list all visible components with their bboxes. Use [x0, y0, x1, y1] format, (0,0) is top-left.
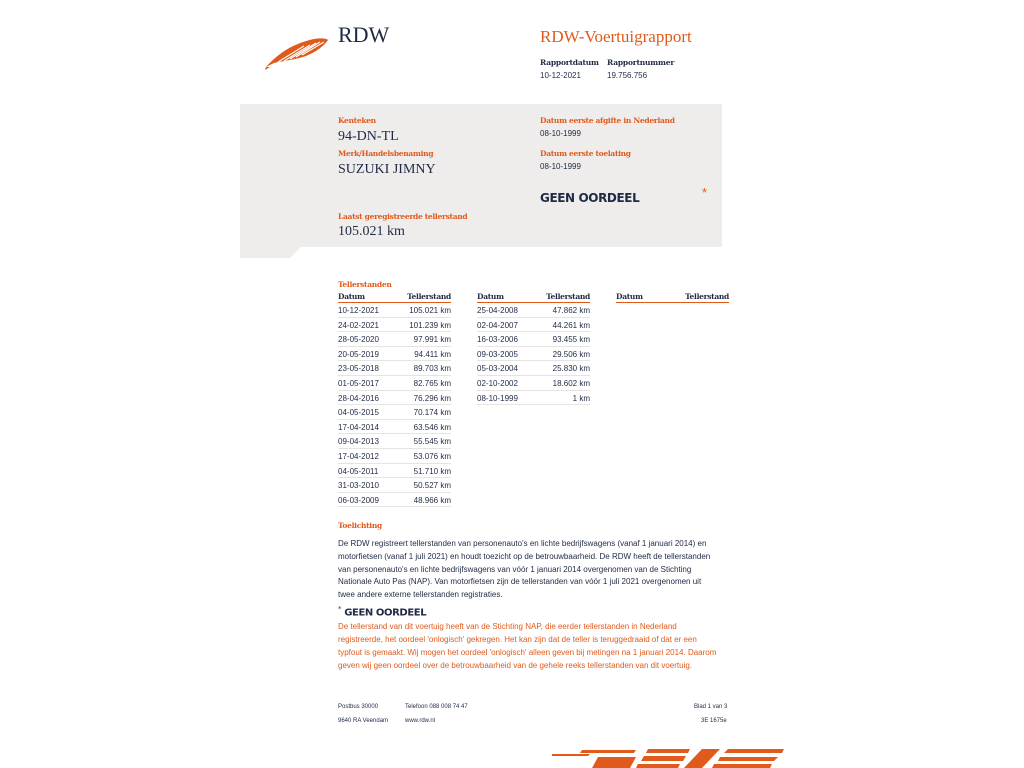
row-date: 08-10-1999 — [477, 393, 518, 403]
table-body — [477, 303, 590, 405]
table-row — [338, 303, 451, 318]
table-header — [338, 292, 451, 303]
row-reading: 76.296 km — [413, 393, 451, 403]
panel-tab-decoration — [240, 246, 302, 258]
table-row — [477, 318, 590, 333]
row-reading: 82.765 km — [413, 378, 451, 388]
table-row — [477, 361, 590, 376]
rdw-feather-logo — [264, 34, 330, 70]
footer-document-code: 3E 1675e — [701, 718, 727, 724]
report-date: 10-12-2021 — [540, 71, 581, 80]
row-date: 25-04-2008 — [477, 306, 518, 315]
row-date: 17-04-2012 — [338, 451, 379, 461]
odometer-table-3 — [616, 292, 729, 303]
row-date: 24-02-2021 — [338, 320, 379, 330]
row-reading: 53.076 km — [413, 451, 451, 461]
footer-website-link[interactable]: www.rdw.nl — [405, 718, 436, 724]
table-row — [477, 303, 590, 318]
footer-page-number: Blad 1 van 3 — [694, 704, 728, 710]
explanation-line: twee andere externe tellerstanden registraties. — [338, 590, 503, 600]
row-date: 28-04-2016 — [338, 393, 379, 403]
footer-phone: Telefoon 088 008 74 47 — [405, 704, 468, 710]
footnote-marker: * — [338, 605, 342, 613]
row-reading: 63.546 km — [413, 422, 451, 432]
table-row — [338, 361, 451, 376]
table-row — [477, 376, 590, 391]
verdict-line: geven wij geen oordeel over de betrouwbaarheid van de gehele reeks tellerstanden van dit voertuig. — [338, 660, 693, 670]
table-row — [338, 391, 451, 406]
row-reading: 44.261 km — [552, 320, 590, 330]
row-reading: 51.710 km — [413, 466, 451, 476]
row-reading: 18.602 km — [552, 378, 590, 388]
odometer-table-1 — [338, 292, 451, 507]
row-reading: 97.991 km — [413, 335, 451, 345]
reading-column-header: Tellerstand — [407, 292, 451, 301]
row-reading: 29.506 km — [552, 349, 590, 359]
last-odometer-value: 105.021 km — [338, 224, 405, 239]
row-reading: 105.021 km — [409, 306, 451, 315]
verdict-footnote-title — [338, 605, 426, 618]
row-date: 28-05-2020 — [338, 335, 379, 345]
report-number: 19.756.756 — [607, 71, 648, 80]
date-column-header: Datum — [338, 292, 365, 301]
row-date: 02-04-2007 — [477, 320, 518, 330]
verdict-footnote-marker: * — [702, 185, 708, 200]
plate-label: Kenteken — [338, 116, 376, 125]
brand-name: RDW — [338, 22, 390, 47]
row-reading: 55.545 km — [413, 437, 451, 447]
footer-address-line-1: Postbus 30000 — [338, 704, 379, 710]
explanation-line: motorfietsen (vanaf 1 juli 2021) en houdt toezicht op de betrouwbaarheid. De RDW heeft de tellerstanden — [338, 551, 711, 561]
first-admission-label: Datum eerste toelating — [540, 149, 631, 158]
table-row — [338, 420, 451, 435]
row-date: 31-03-2010 — [338, 481, 379, 491]
explanation-line: van personenauto's en lichte bedrijfswagens van vóór 1 januari 2014 overgenomen van de Stichting — [338, 564, 692, 574]
row-date: 02-10-2002 — [477, 378, 518, 388]
odometer-table-2 — [477, 292, 590, 405]
row-date: 23-05-2018 — [338, 364, 379, 374]
make-value: SUZUKI JIMNY — [338, 162, 436, 177]
first-admission-value: 08-10-1999 — [540, 162, 581, 171]
row-date: 06-03-2009 — [338, 495, 379, 505]
table-row — [338, 332, 451, 347]
verdict-footnote-label: GEEN OORDEEL — [344, 607, 427, 619]
row-date: 16-03-2006 — [477, 335, 518, 345]
row-date: 09-03-2005 — [477, 349, 518, 359]
row-date: 04-05-2015 — [338, 408, 379, 418]
verdict-line: De tellerstand van dit voertuig heeft van de Stichting NAP, die eerder tellerstanden in Nederland — [338, 622, 677, 631]
row-reading: 50.527 km — [413, 481, 451, 491]
first-registration-nl-label: Datum eerste afgifte in Nederland — [540, 116, 675, 125]
table-row — [477, 391, 590, 406]
last-odometer-label: Laatst geregistreerde tellerstand — [338, 212, 468, 221]
table-row — [338, 449, 451, 464]
row-reading: 94.411 km — [414, 349, 451, 359]
report-date-label: Rapportdatum — [540, 58, 599, 67]
table-row — [338, 376, 451, 391]
date-column-header: Datum — [616, 292, 643, 301]
table-row — [477, 347, 590, 362]
reading-column-header: Tellerstand — [546, 292, 590, 301]
row-reading: 25.830 km — [552, 364, 590, 374]
table-row — [338, 405, 451, 420]
row-date: 09-04-2013 — [338, 437, 379, 447]
verdict-line: registreerde, het oordeel 'onlogisch' gekregen. Het kan zijn dat de teller is teruggedraaid of dat er een — [338, 634, 697, 644]
report-title: RDW-Voertuigrapport — [540, 27, 692, 46]
table-row — [338, 464, 451, 479]
row-reading: 89.703 km — [413, 364, 451, 374]
row-date: 04-05-2011 — [338, 466, 379, 476]
row-reading: 1 km — [572, 393, 590, 403]
explanation-title: Toelichting — [338, 521, 382, 530]
row-date: 01-05-2017 — [338, 378, 379, 388]
vehicle-info-panel — [240, 104, 722, 247]
explanation-text — [338, 538, 730, 602]
table-row — [338, 347, 451, 362]
date-column-header: Datum — [477, 292, 504, 301]
verdict-explanation — [338, 621, 730, 673]
odometer-section-title: Tellerstanden — [338, 280, 392, 289]
table-row — [338, 318, 451, 333]
row-date: 17-04-2014 — [338, 422, 379, 432]
footer-address-line-2: 9640 RA Veendam — [338, 718, 389, 724]
table-header — [477, 292, 590, 303]
rdw-stripes-logo — [552, 745, 784, 768]
row-reading: 47.862 km — [552, 306, 590, 315]
row-reading: 101.239 km — [409, 320, 451, 330]
row-date: 20-05-2019 — [338, 349, 379, 359]
row-reading: 70.174 km — [413, 408, 451, 418]
row-reading: 93.455 km — [552, 335, 590, 345]
reading-column-header: Tellerstand — [685, 292, 729, 301]
table-row — [338, 478, 451, 493]
report-number-label: Rapportnummer — [607, 58, 675, 67]
verdict-line: typfout is gemaakt. Wij mogen het oordeel 'onlogisch' alleen geven bij metingen na 1 januari 2014. Daarom — [338, 647, 717, 657]
row-date: 10-12-2021 — [338, 306, 379, 315]
table-row — [338, 434, 451, 449]
odometer-verdict: GEEN OORDEEL — [540, 191, 640, 205]
first-registration-nl-value: 08-10-1999 — [540, 129, 581, 138]
row-date: 05-03-2004 — [477, 364, 518, 374]
table-row — [338, 493, 451, 508]
explanation-line: Nationale Auto Pas (NAP). Van motorfietsen zijn de tellerstanden van vóór 1 juli 2021 overgenomen uit — [338, 577, 702, 587]
explanation-line: De RDW registreert tellerstanden van personenauto's en lichte bedrijfswagens (vanaf 1 januari 2014) en — [338, 539, 707, 548]
plate-value: 94-DN-TL — [338, 129, 399, 144]
make-label: Merk/Handelsbenaming — [338, 149, 434, 158]
row-reading: 48.966 km — [413, 495, 451, 505]
table-body — [338, 303, 451, 507]
table-header — [616, 292, 729, 303]
table-row — [477, 332, 590, 347]
